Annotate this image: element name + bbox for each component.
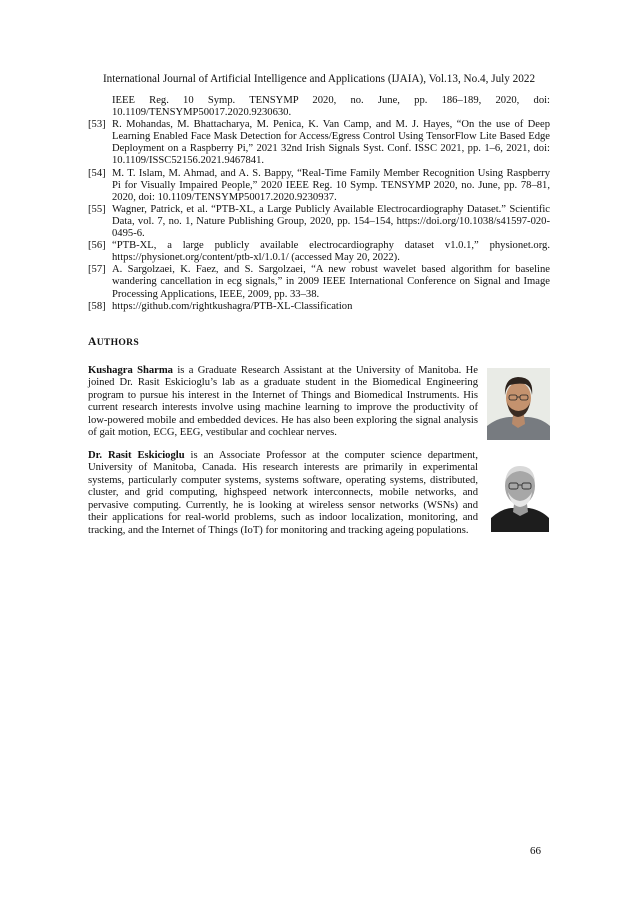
reference-text: Wagner, Patrick, et al. “PTB-XL, a Large Publicly Available Electrocardiography Dataset.” Scientific Data, vol. 7, no. 1, Nature Publishing Group, 2020, pp. 154–154, https://doi.org/10.1038/s41597-020-0495-6. xyxy=(112,203,550,240)
author-photo xyxy=(487,368,550,440)
author-bio xyxy=(88,365,478,440)
running-header: International Journal of Artificial Intelligence and Applications (IJAIA), Vol.13, No.4, July 2022 xyxy=(102,73,536,85)
author-bio xyxy=(88,450,478,537)
reference-list xyxy=(88,95,550,313)
section-heading-initial: A xyxy=(88,335,97,348)
reference-number: [55] xyxy=(88,203,106,215)
author-name: Kushagra Sharma xyxy=(88,365,173,376)
reference-item xyxy=(88,204,550,240)
reference-number: [56] xyxy=(88,240,106,252)
reference-number: [53] xyxy=(88,119,106,131)
reference-item xyxy=(88,264,550,300)
reference-number: [58] xyxy=(88,300,106,312)
reference-item xyxy=(88,301,550,313)
reference-text: M. T. Islam, M. Ahmad, and A. S. Bappy, “Real-Time Family Member Recognition Using Raspberry Pi for Visually Impaired People,” 2020 IEEE Reg. 10 Symp. TENSYMP 2020, no. June, pp. 78–81, 2020, doi: 10.1109/TENSYMP50017.2020.9230937. xyxy=(112,167,550,203)
reference-text: A. Sargolzaei, K. Faez, and S. Sargolzaei, “A new robust wavelet based algorithm for baseline wandering cancellation in ecg signals,” in 2009 IEEE International Conference on Signal and Image Processing Applications, IEEE, 2009, pp. 33–38. xyxy=(112,264,550,300)
reference-text: IEEE Reg. 10 Symp. TENSYMP 2020, no. June, pp. 186–189, 2020, doi: 10.1109/TENSYMP50017.2020.9230630. xyxy=(112,95,550,119)
author-bio-text: is an Associate Professor at the computer science department, University of Manitoba, Canada. His research interests are primarily in experimental systems, particularly computer systems, systems software, operating systems, distributed, cluster, and grid computing, highspeed network interconnects, mobile networks, and pervasive computing. Currently, he is looking at wireless sensor networks (WSNs) and their applications for real-world problems, such as indoor localization, monitoring, and tracking, and the Internet of Things (IoT) for monitoring and tracking ageing populations. xyxy=(88,450,478,536)
reference-item xyxy=(88,119,550,167)
section-heading-rest: UTHORS xyxy=(96,337,140,348)
reference-item xyxy=(88,240,550,264)
reference-text: R. Mohandas, M. Bhattacharya, M. Penica, K. Van Camp, and M. J. Hayes, “On the use of Deep Learning Enabled Face Mask Detection for Access/Egress Control Using TensorFlow Lite Based Edge Deployment on a Raspberry Pi,” 2021 32nd Irish Signals Syst. Conf. ISSC 2021, pp. 1–6, 2021, doi: 10.1109/ISSC52156.2021.9467841. xyxy=(112,119,550,167)
section-heading-authors xyxy=(88,335,139,348)
page-number: 66 xyxy=(530,845,541,857)
author-name: Dr. Rasit Eskicioglu xyxy=(88,450,185,461)
reference-number: [57] xyxy=(88,264,106,276)
author-photo xyxy=(487,454,553,532)
reference-number: [54] xyxy=(88,167,106,179)
reference-text: “PTB-XL, a large publicly available electrocardiography dataset v1.0.1,” physionet.org. https://physionet.org/content/ptb-xl/1.0.1/ (accessed May 20, 2022). xyxy=(112,240,550,264)
author-bio-text: is a Graduate Research Assistant at the University of Manitoba. He joined Dr. Rasit Eskicioglu’s lab as a graduate student in the Biomedical Engineering program to pursue his interest in the Internet of Things and Biomedical Instruments. His current research interests involve using machine learning to improve the productivity of low-powered mobile and embedded devices. He has also been exploring the signal analysis of gait motion, ECG, EEG, vestibular and cochlear nerves. xyxy=(88,365,479,439)
reference-item xyxy=(88,168,550,204)
reference-item xyxy=(88,95,550,119)
reference-link[interactable]: https://github.com/rightkushagra/PTB-XL-Classification xyxy=(112,300,353,312)
